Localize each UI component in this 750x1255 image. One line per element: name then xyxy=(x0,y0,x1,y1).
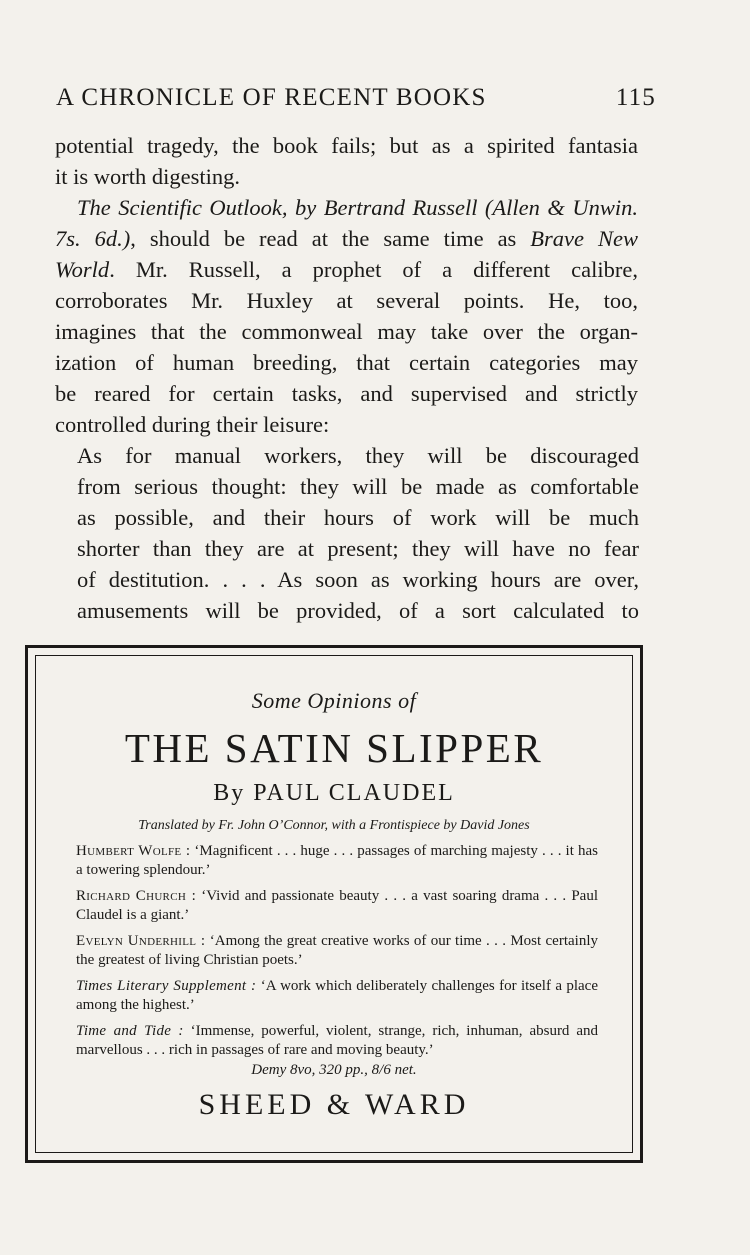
reviewer-name: Richard Church : xyxy=(76,888,197,904)
reviewer-name: Evelyn Underhill : xyxy=(76,933,206,949)
review-quote xyxy=(76,977,598,1015)
ad-translation-credit: Translated by Fr. John O’Connor, with a Frontispiece by David Jones xyxy=(138,818,530,833)
body-line: it is worth digesting. xyxy=(55,164,240,189)
advertisement-inner-border xyxy=(35,655,633,1153)
review-paragraph-line: ization of human breeding, that certain categories may xyxy=(55,350,638,375)
body-fragment: . Mr. Russell, a prophet of a different calibre, xyxy=(109,257,638,282)
review-text: ‘A work which deliberately challenges for itself a place among the highest.’ xyxy=(76,978,598,1013)
review-text: ‘Vivid and passionate beauty . . . a vast soaring drama . . . Paul Claudel is a giant.’ xyxy=(76,888,598,923)
ad-price: Demy 8vo, 320 pp., 8/6 net. xyxy=(251,1062,417,1078)
review-paragraph-line xyxy=(55,223,638,254)
body-fragment: , should be read at the same time as xyxy=(130,226,531,251)
review-quote xyxy=(76,842,598,880)
review-quote xyxy=(76,932,598,970)
ad-pre-title: Some Opinions of xyxy=(251,688,417,713)
review-quote xyxy=(76,1022,598,1060)
advertisement-box xyxy=(25,645,643,1163)
review-paragraph-line: controlled during their leisure: xyxy=(55,412,330,437)
review-paragraph-line xyxy=(55,192,638,223)
review-paragraph-line: corroborates Mr. Huxley at several points. He, too, xyxy=(55,288,638,313)
review-paragraph-line: imagines that the commonweal may take over the organ- xyxy=(55,319,638,344)
reviewer-name: Times Literary Supplement : xyxy=(76,978,257,994)
review-text: ‘Immense, powerful, violent, strange, rich, inhuman, absurd and marvellous . . . rich in passages of rare and moving beauty.’ xyxy=(76,1023,598,1058)
block-quote xyxy=(77,440,639,626)
review-paragraph-line: be reared for certain tasks, and supervised and strictly xyxy=(55,381,638,406)
review-quote xyxy=(76,887,598,925)
body-line: potential tragedy, the book fails; but as a spirited fantasia xyxy=(55,133,638,158)
reviewer-name: Humbert Wolfe : xyxy=(76,843,191,859)
ad-publisher: SHEED & WARD xyxy=(198,1088,470,1121)
running-head-title: A CHRONICLE OF RECENT BOOKS xyxy=(56,84,487,111)
ad-reviews xyxy=(76,842,598,1067)
body-text xyxy=(55,130,638,440)
book-citation: The Scientific Outlook, by Bertrand Russell (Allen & Unwin. xyxy=(77,195,638,220)
book-title-ref: Brave New xyxy=(530,226,638,251)
page-number: 115 xyxy=(615,84,656,111)
review-paragraph-line xyxy=(55,254,638,285)
quote-line: of destitution. . . . As soon as working hours are over, xyxy=(77,567,639,592)
quote-line: as possible, and their hours of work will be much xyxy=(77,505,639,530)
reviewer-name: Time and Tide : xyxy=(76,1023,184,1039)
review-text: ‘Among the great creative works of our time . . . Most certainly the greatest of living Christian poets.’ xyxy=(76,933,598,968)
review-text: ‘Magnificent . . . huge . . . passages of marching majesty . . . it has a towering splendour.’ xyxy=(76,843,598,878)
ad-book-title: THE SATIN SLIPPER xyxy=(124,725,544,771)
quote-line-text: As for manual workers, they will be discouraged xyxy=(77,443,639,468)
advertisement-content xyxy=(36,656,632,1152)
book-title-ref: World xyxy=(55,257,110,282)
ad-author: By PAUL CLAUDEL xyxy=(213,780,455,806)
quote-line xyxy=(77,440,639,471)
quote-line: shorter than they are at present; they will have no fear xyxy=(77,536,639,561)
book-price: 7s. 6d.) xyxy=(55,226,131,251)
quote-line: amusements will be provided, of a sort calculated to xyxy=(77,598,639,623)
quote-line: from serious thought: they will be made as comfortable xyxy=(77,474,639,499)
